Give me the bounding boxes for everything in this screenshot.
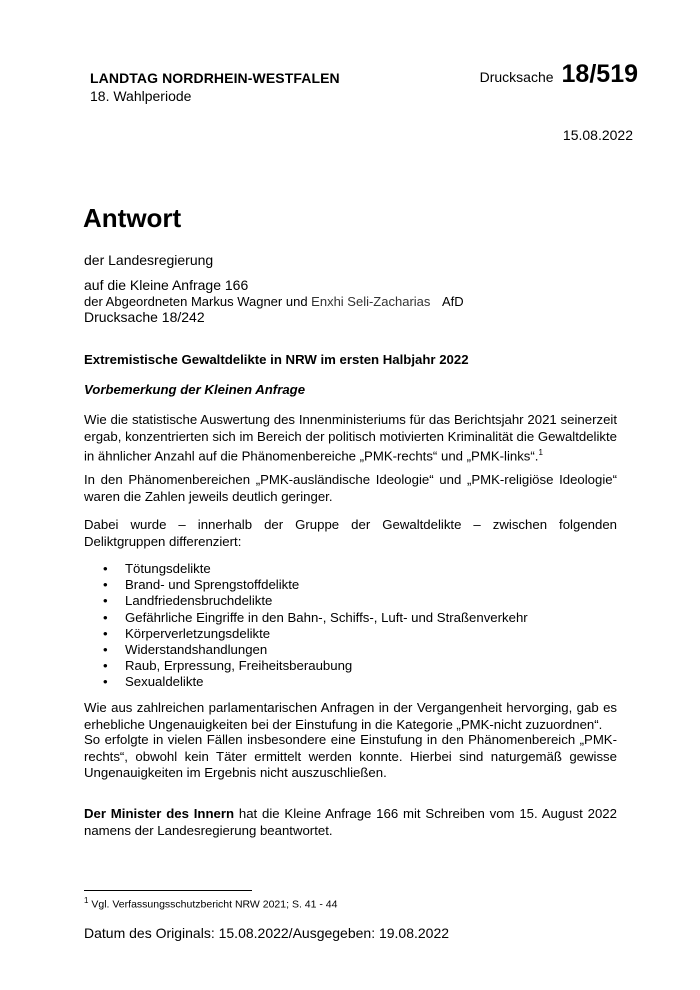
subject-heading: Extremistische Gewaltdelikte in NRW im ersten Halbjahr 2022 [84, 352, 469, 367]
bullet-icon: • [103, 642, 108, 658]
footnote-reference: 1 [538, 448, 543, 457]
list-item: • Brand- und Sprengstoffdelikte [103, 577, 300, 593]
footnote-divider [84, 890, 252, 891]
minister-statement-text: hat die Kleine Anfrage 166 mit Schreiben vom 15. August 2022 namens der Landesregierung beantwortet. [84, 806, 617, 838]
paragraph-1-text: Wie die statistische Auswertung des Innenministeriums für das Berichtsjahr 2021 seinerzeit ergab, konzentrierten sich im Bereich der politisch motivierten Kriminalität die Gewaltdelikte in ähnlicher Anzahl auf die Phänomenbereiche „PMK-rechts“ und „PMK-links“. [84, 412, 617, 464]
bullet-icon: • [103, 577, 108, 593]
authors-prefix: der Abgeordneten Markus Wagner und [84, 294, 308, 309]
drucksache-number: 18/519 [561, 60, 638, 88]
paragraph-2: In den Phänomenbereichen „PMK-ausländische Ideologie“ und „PMK-religiöse Ideologie“ waren die Zahlen jeweils deutlich geringer. [84, 472, 617, 504]
party: AfD [442, 294, 464, 309]
authors-line [84, 294, 464, 309]
paragraph-5: So erfolgte in vielen Fällen insbesondere eine Einstufung in den Phänomenbereich „PMK-rechts“, obwohl kein Täter ermittelt werden konnte. Hierbei sind naturgemäß gewisse Ungenauigkeiten im Ergebnis nicht auszuschließen. [84, 732, 617, 780]
original-date: Datum des Originals: 15.08.2022/Ausgegeben: 19.08.2022 [84, 925, 450, 941]
footnote-text: Vgl. Verfassungsschutzbericht NRW 2021; S. 41 - 44 [91, 898, 338, 911]
bullet-icon: • [103, 561, 108, 576]
parliament-name: LANDTAG NORDRHEIN-WESTFALEN [90, 70, 340, 86]
drucksache-block [480, 60, 638, 89]
inquiry-block [84, 277, 464, 326]
minister-title: Der Minister des Innern [84, 806, 235, 821]
list-item: • Tötungsdelikte [103, 561, 211, 576]
document-title: Antwort [83, 203, 182, 233]
delikt-list [84, 561, 617, 691]
inquiry-number: auf die Kleine Anfrage 166 [84, 277, 249, 293]
legislative-period: 18. Wahlperiode [90, 88, 192, 104]
paragraph-3: Dabei wurde – innerhalb der Gruppe der Gewaltdelikte – zwischen folgenden Deliktgruppen differenziert: [84, 517, 617, 549]
list-item: • Widerstandshandlungen [103, 642, 268, 658]
list-item: • Sexualdelikte [103, 674, 204, 690]
list-item: • Raub, Erpressung, Freiheitsberaubung [103, 658, 353, 674]
bullet-icon: • [103, 593, 108, 609]
footnote-mark: 1 [84, 896, 89, 905]
footnote [84, 896, 337, 911]
drucksache-label: Drucksache [479, 69, 554, 85]
minister-statement [84, 806, 617, 839]
list-item: • Landfriedensbruchdelikte [103, 593, 273, 609]
document-header [90, 70, 340, 104]
list-item: • Gefährliche Eingriffe in den Bahn-, Schiffs-, Luft- und Straßenverkehr [103, 609, 528, 625]
reference-drucksache: Drucksache 18/242 [84, 309, 205, 325]
bullet-icon: • [103, 609, 108, 625]
paragraph-1 [84, 412, 617, 465]
document-date: 15.08.2022 [562, 127, 633, 143]
paragraph-4: Wie aus zahlreichen parlamentarischen Anfragen in der Vergangenheit hervorging, gab es erhebliche Ungenauigkeiten bei der Einstufung in die Kategorie „PMK-nicht zuzuordnen“. [84, 700, 617, 732]
respondent: der Landesregierung [84, 252, 214, 268]
bullet-icon: • [103, 625, 108, 641]
author-second: Enxhi Seli-Zacharias [311, 294, 431, 309]
preliminary-heading: Vorbemerkung der Kleinen Anfrage [84, 382, 306, 397]
bullet-icon: • [103, 658, 108, 674]
bullet-icon: • [103, 674, 108, 690]
list-item: • Körperverletzungsdelikte [103, 625, 271, 641]
